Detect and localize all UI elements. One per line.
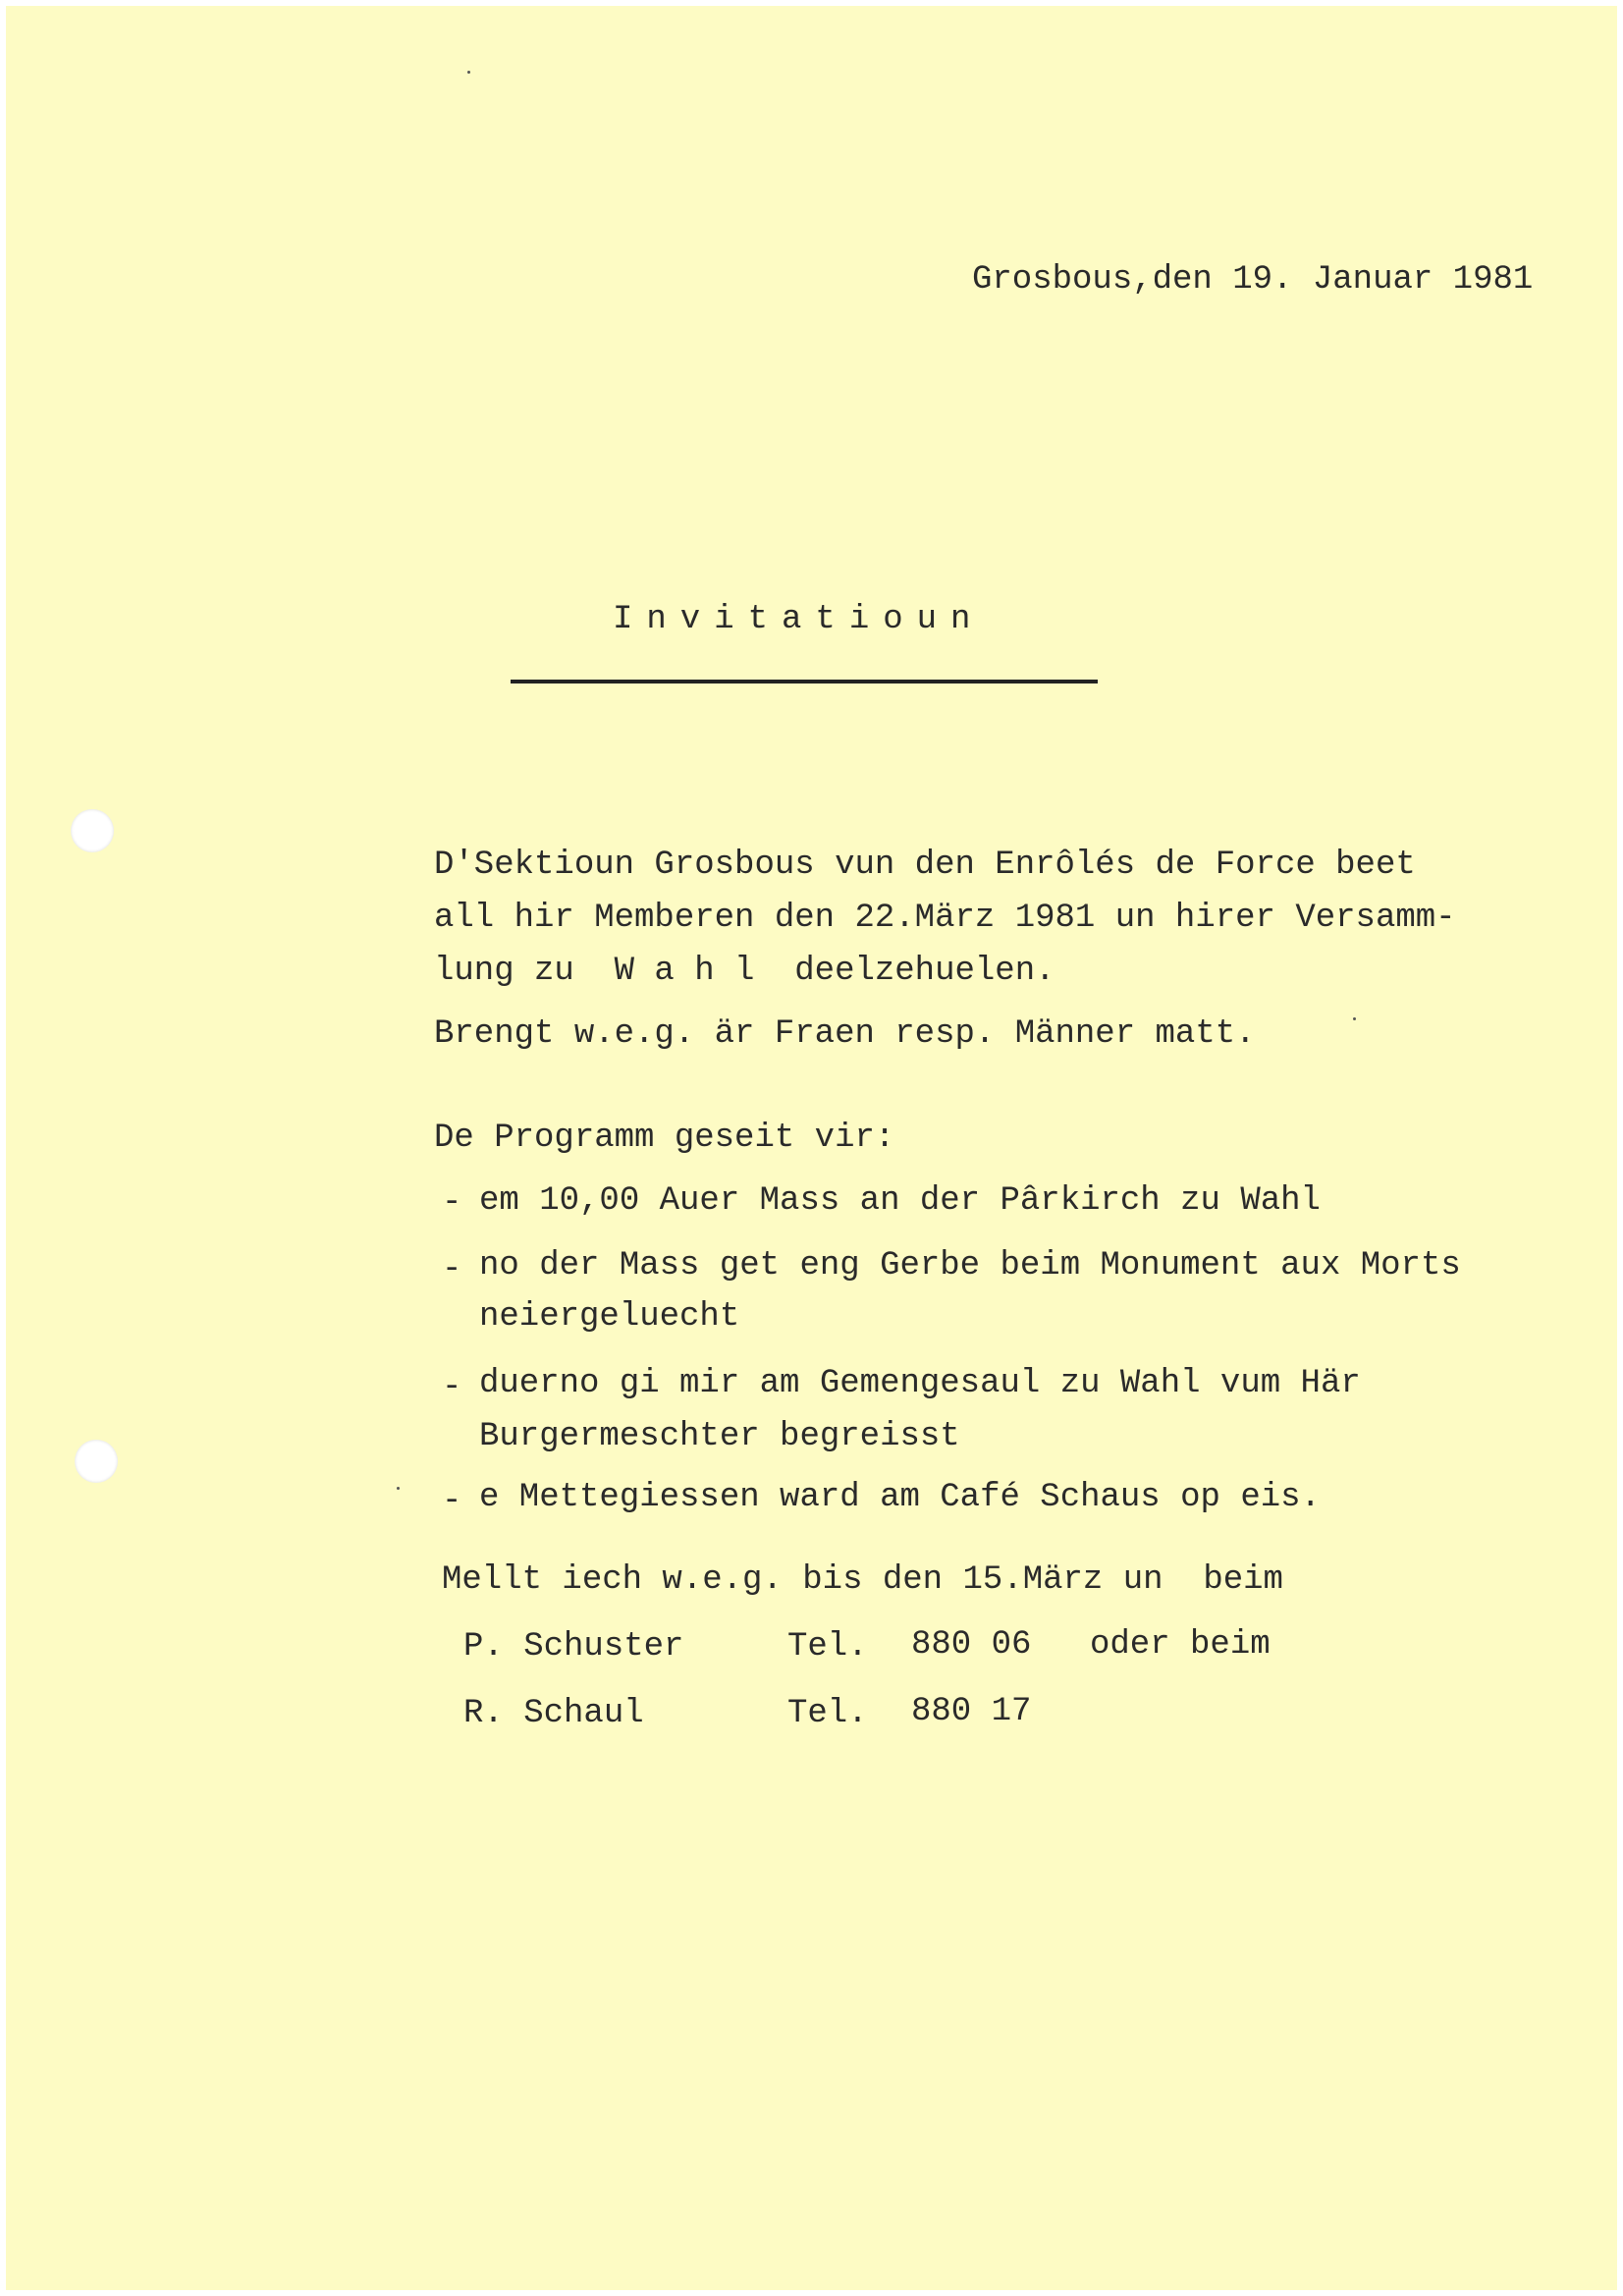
page-title: Invitatioun (613, 601, 985, 638)
program-item-2-line-1: no der Mass get eng Gerbe beim Monument aux Morts (479, 1247, 1461, 1285)
program-item-1: em 10,00 Auer Mass an der Pârkirch zu Wahl (479, 1182, 1321, 1220)
contact-tel-label: Tel. (787, 1628, 868, 1666)
contact-tel-label: Tel. (787, 1695, 868, 1732)
program-item-dash: - (442, 1251, 462, 1288)
punch-hole-bottom (75, 1440, 118, 1483)
registration-line: Mellt iech w.e.g. bis den 15.März un beim (442, 1561, 1283, 1599)
program-item-dash: - (442, 1483, 462, 1520)
program-item-3-line-2: Burgermeschter begreisst (479, 1418, 960, 1455)
date-line: Grosbous,den 19. Januar 1981 (972, 261, 1534, 299)
program-item-3-line-1: duerno gi mir am Gemengesaul zu Wahl vum Här (479, 1365, 1361, 1402)
ink-speck (397, 1487, 400, 1490)
title-underline (511, 680, 1098, 683)
program-heading: De Programm geseit vir: (434, 1120, 895, 1157)
program-item-dash: - (442, 1184, 462, 1222)
intro-line-2: all hir Memberen den 22.März 1981 un hirer Versamm- (434, 900, 1456, 937)
contact-name: R. Schaul (463, 1695, 644, 1732)
contact-suffix: oder beim (1090, 1626, 1271, 1664)
bring-partners-line: Brengt w.e.g. är Fraen resp. Männer matt. (434, 1015, 1256, 1053)
document-page (6, 6, 1617, 2290)
punch-hole-top (71, 809, 114, 852)
intro-line-1: D'Sektioun Grosbous vun den Enrôlés de Force beet (434, 847, 1416, 884)
contact-name: P. Schuster (463, 1628, 684, 1666)
program-item-2-line-2: neiergeluecht (479, 1298, 740, 1336)
contact-tel: 880 17 (911, 1693, 1032, 1730)
contact-tel: 880 06 (911, 1626, 1032, 1664)
intro-line-3: lung zu W a h l deelzehuelen. (434, 953, 1055, 990)
program-item-4: e Mettegiessen ward am Café Schaus op eis. (479, 1479, 1321, 1516)
ink-speck (1353, 1017, 1356, 1020)
program-item-dash: - (442, 1369, 462, 1406)
ink-speck (467, 71, 470, 74)
